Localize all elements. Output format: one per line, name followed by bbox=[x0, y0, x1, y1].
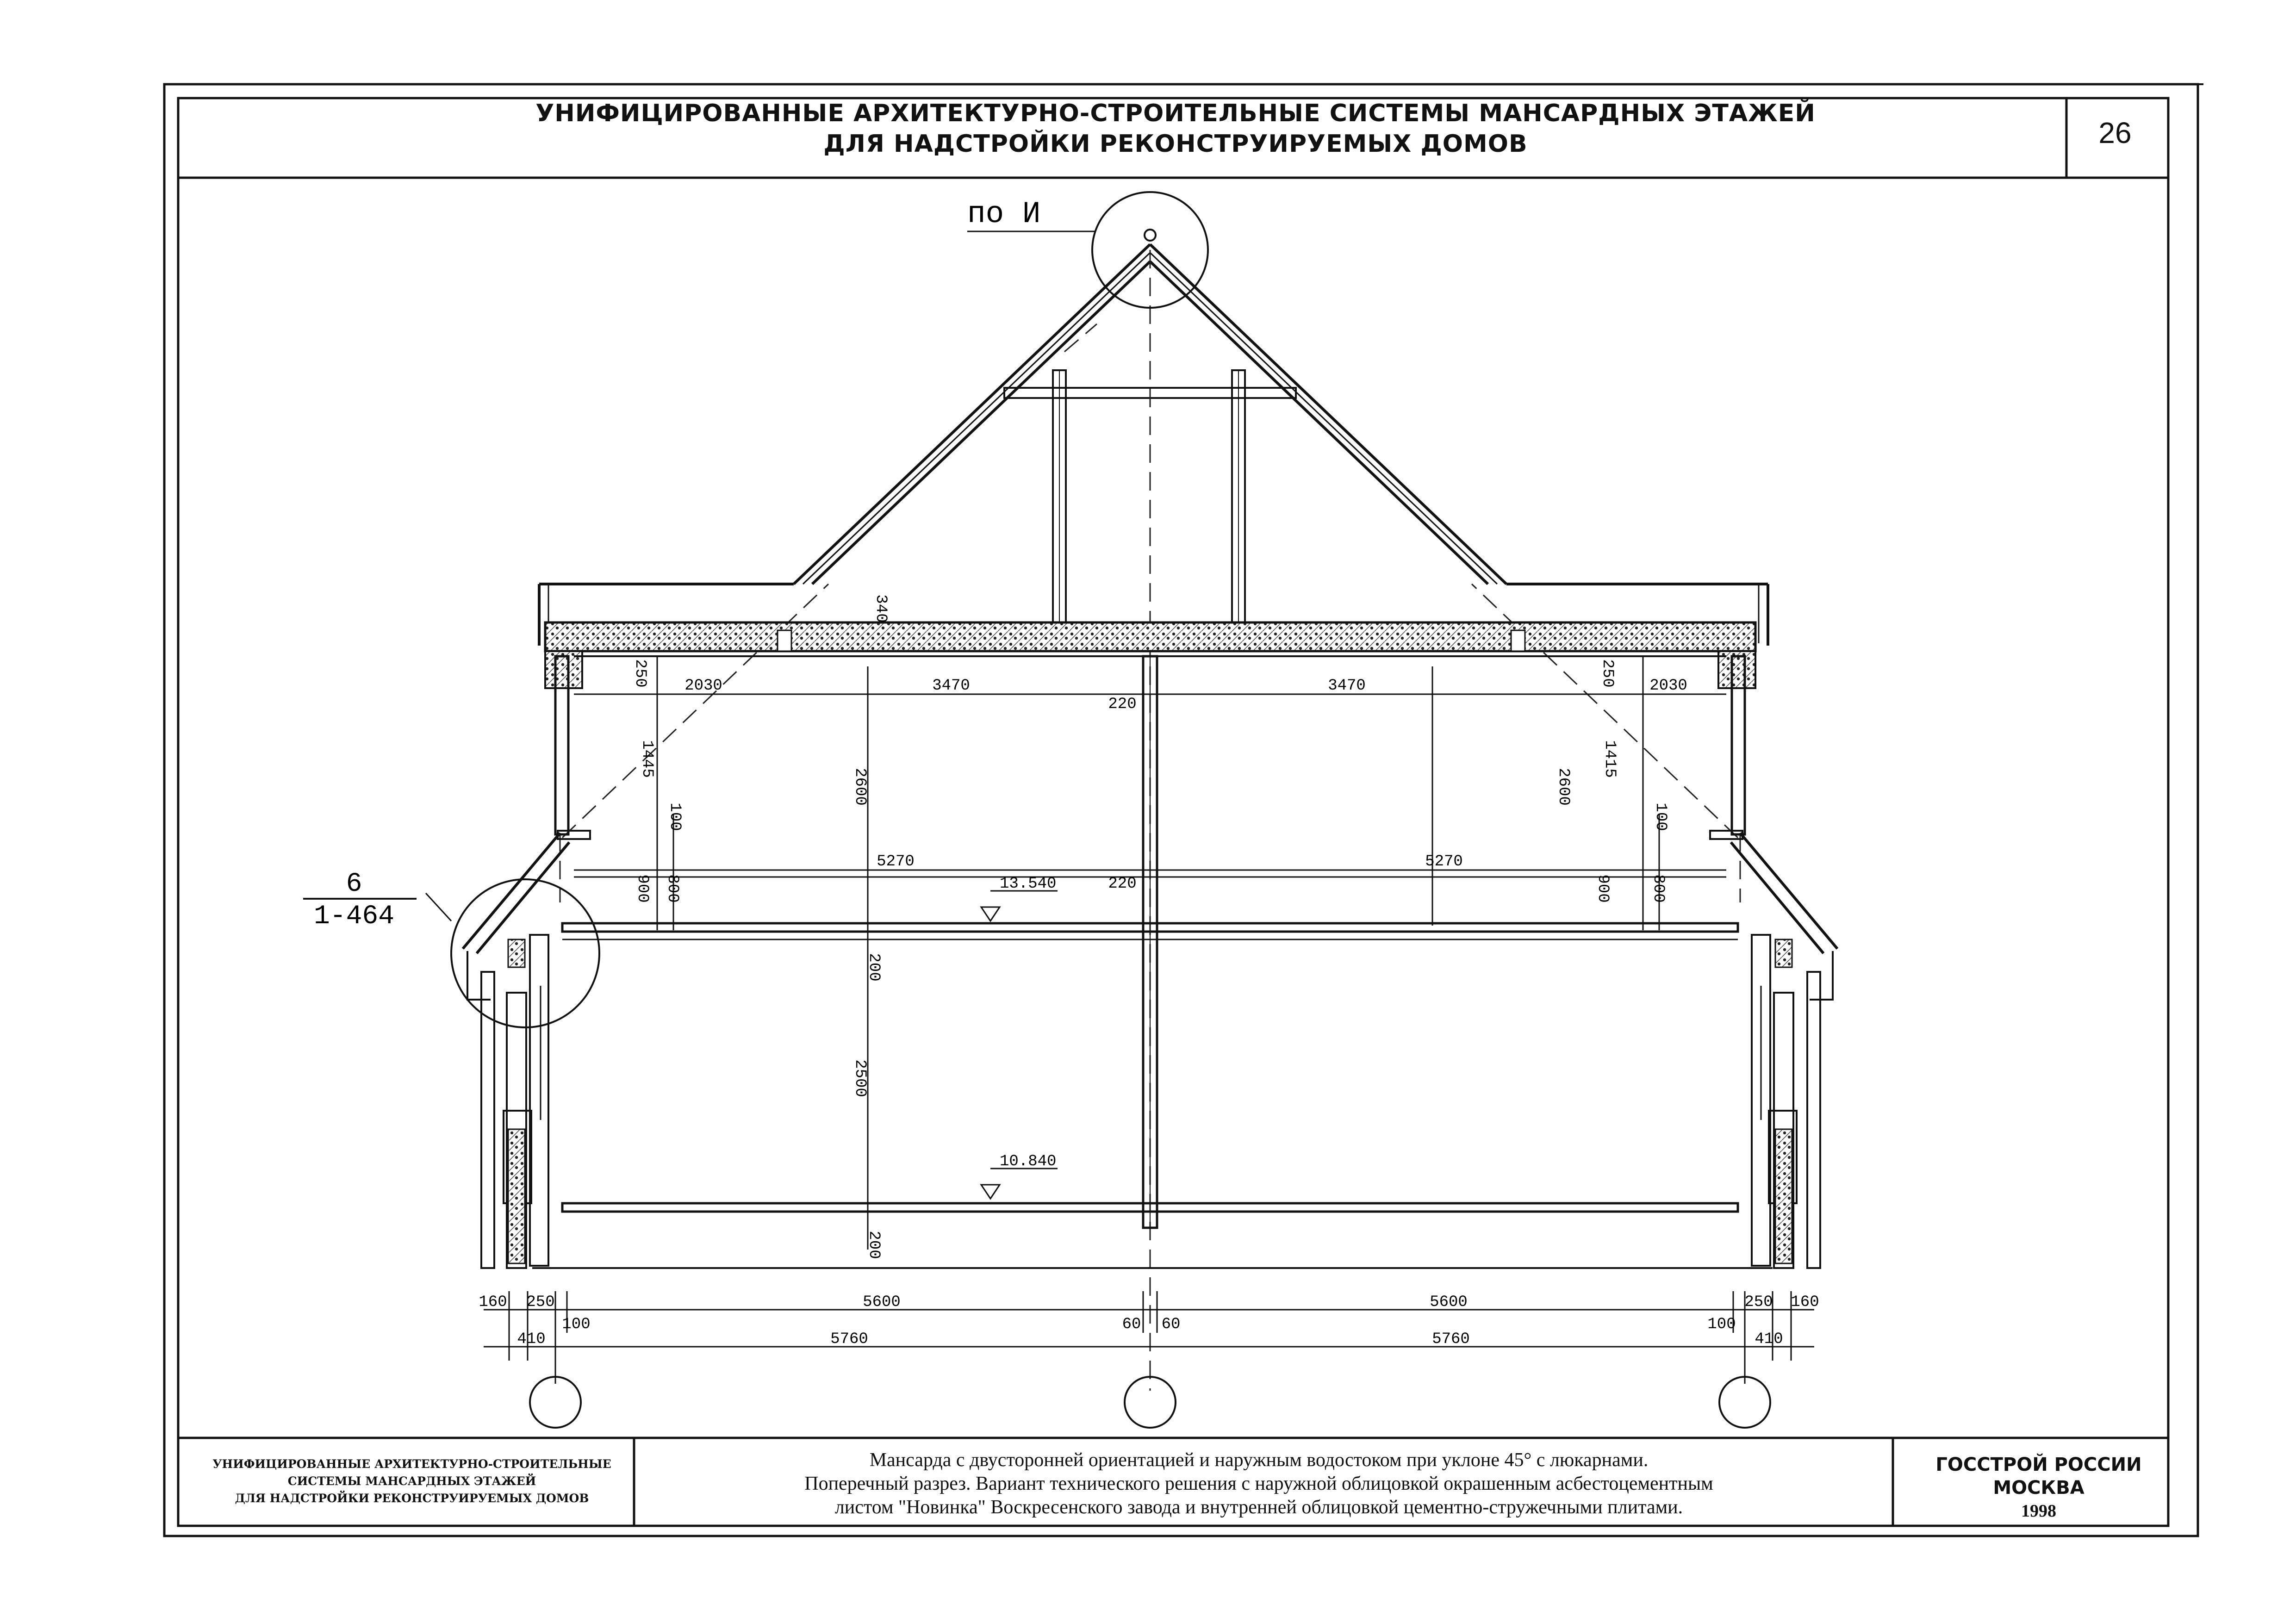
dim-2600-right: 2600 bbox=[1555, 768, 1572, 806]
dim-2600-left: 2600 bbox=[851, 768, 869, 806]
dim-5600-left: 5600 bbox=[863, 1293, 901, 1311]
dim-100-left: 100 bbox=[562, 1316, 591, 1333]
dim-1415: 1415 bbox=[1601, 740, 1618, 778]
desc-line-1: Мансарда с двусторонней ориентацией и наружным водостоком при уклоне 45° с люкарнами. bbox=[869, 1449, 1649, 1471]
dim-5760-right: 5760 bbox=[1432, 1331, 1470, 1348]
org-line-1: УНИФИЦИРОВАННЫЕ АРХИТЕКТУРНО-СТРОИТЕЛЬНЫЕ bbox=[212, 1457, 611, 1471]
title-block-issuer bbox=[1893, 1453, 2184, 1523]
dim-1445: 1445 bbox=[638, 740, 656, 778]
dim-250-vert-left: 250 bbox=[631, 659, 649, 688]
dim-340: 340 bbox=[872, 594, 890, 623]
dim-410-right: 410 bbox=[1755, 1331, 1783, 1348]
dim-200-upper: 200 bbox=[865, 953, 883, 982]
dim-250-right: 250 bbox=[1744, 1293, 1773, 1311]
dim-3470-right: 3470 bbox=[1328, 677, 1366, 695]
ridge-callout: по И bbox=[967, 197, 1041, 231]
org-line-3: ДЛЯ НАДСТРОЙКИ РЕКОНСТРУИРУЕМЫХ ДОМОВ bbox=[235, 1492, 589, 1505]
dim-2030-left: 2030 bbox=[684, 677, 722, 695]
detail-callout-number: 6 bbox=[346, 869, 362, 899]
sheet-frame bbox=[164, 84, 2203, 1536]
level-mark-lower: 10.840 bbox=[1000, 1153, 1057, 1170]
dim-200-lower: 200 bbox=[865, 1231, 883, 1259]
dim-250-vert-right: 250 bbox=[1599, 659, 1616, 688]
desc-line-3: листом "Новинка" Воскресенского завода и внутренней облицовкой цементно-стружечными плитами. bbox=[834, 1497, 1683, 1518]
dim-900-right: 900 bbox=[1594, 874, 1612, 903]
dim-100-vert-left: 100 bbox=[666, 802, 684, 831]
dim-5270-left: 5270 bbox=[877, 853, 915, 871]
roof-structure bbox=[539, 244, 1768, 646]
dim-100-vert-right: 100 bbox=[1652, 802, 1669, 831]
detail-callout-sheet: 1-464 bbox=[313, 902, 395, 932]
dim-60-left: 60 bbox=[1122, 1316, 1141, 1333]
dim-2500: 2500 bbox=[851, 1059, 869, 1097]
page-number: 26 bbox=[2098, 116, 2132, 149]
title-block-organization bbox=[190, 1455, 634, 1507]
dim-2030-right: 2030 bbox=[1649, 677, 1687, 695]
dim-3470-left: 3470 bbox=[932, 677, 970, 695]
issue-year: 1998 bbox=[2021, 1501, 2056, 1521]
dim-220-top: 220 bbox=[1108, 696, 1137, 713]
issuer-name: ГОССТРОЙ РОССИИ bbox=[1935, 1454, 2142, 1475]
dim-160-right: 160 bbox=[1791, 1293, 1819, 1311]
dim-5760-left: 5760 bbox=[830, 1331, 868, 1348]
dim-900-left: 900 bbox=[634, 874, 651, 903]
sheet-title-line1: УНИФИЦИРОВАННЫЕ АРХИТЕКТУРНО-СТРОИТЕЛЬНЫЕ СИСТЕМЫ МАНСАРДНЫХ ЭТАЖЕЙ bbox=[535, 99, 1816, 127]
dim-5270-right: 5270 bbox=[1425, 853, 1463, 871]
dim-800-right: 800 bbox=[1649, 874, 1667, 903]
issuer-city: МОСКВА bbox=[1993, 1477, 2084, 1499]
dim-800-left: 800 bbox=[664, 874, 681, 903]
title-block-description bbox=[634, 1449, 1884, 1519]
dim-250-left: 250 bbox=[526, 1293, 555, 1311]
org-line-2: СИСТЕМЫ МАНСАРДНЫХ ЭТАЖЕЙ bbox=[287, 1474, 536, 1488]
dim-60-right: 60 bbox=[1161, 1316, 1181, 1333]
dim-160-left: 160 bbox=[479, 1293, 507, 1311]
level-mark-attic: 13.540 bbox=[1000, 875, 1057, 893]
dim-100-right: 100 bbox=[1707, 1316, 1736, 1333]
dim-5600-right: 5600 bbox=[1430, 1293, 1468, 1311]
desc-line-2: Поперечный разрез. Вариант технического решения с наружной облицовкой окрашенным асбестоцементным bbox=[804, 1473, 1713, 1494]
dim-410-left: 410 bbox=[517, 1331, 546, 1348]
sheet-title bbox=[181, 98, 2170, 159]
sheet-title-line2: ДЛЯ НАДСТРОЙКИ РЕКОНСТРУИРУЕМЫХ ДОМОВ bbox=[823, 130, 1528, 158]
dim-220-mid: 220 bbox=[1108, 875, 1137, 893]
